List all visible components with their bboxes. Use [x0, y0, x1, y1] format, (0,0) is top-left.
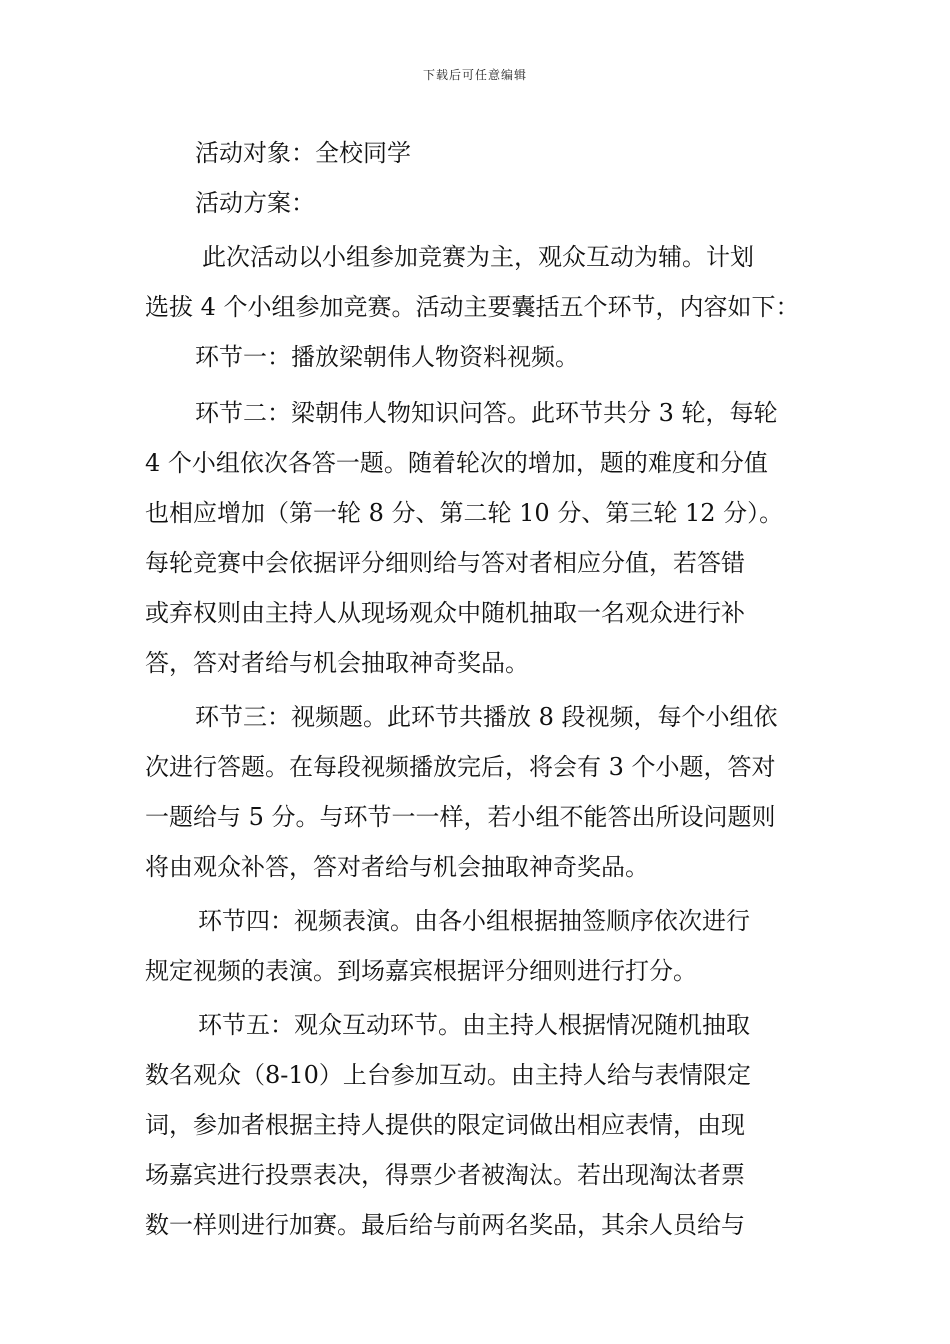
paragraph-line: 答，答对者给与机会抽取神奇奖品。: [145, 649, 529, 677]
paragraph-stage-five: 环节五：观众互动环节。由主持人根据情况随机抽取: [198, 1011, 750, 1039]
paragraph-stage-three: 环节三：视频题。此环节共播放 8 段视频，每个小组依: [195, 703, 778, 731]
paragraph-line: 此次活动以小组参加竞赛为主，观众互动为辅。计划: [202, 243, 754, 271]
paragraph-stage-two: 环节二：梁朝伟人物知识问答。此环节共分 3 轮，每轮: [195, 399, 778, 427]
paragraph-line: 或弃权则由主持人从现场观众中随机抽取一名观众进行补: [145, 599, 745, 627]
paragraph-line: 次进行答题。在每段视频播放完后，将会有 3 个小题，答对: [145, 753, 776, 781]
paragraph-line: 数名观众（8-10）上台参加互动。由主持人给与表情限定: [145, 1061, 751, 1089]
paragraph-line: 场嘉宾进行投票表决，得票少者被淘汰。若出现淘汰者票: [145, 1161, 745, 1189]
paragraph-line: 每轮竞赛中会依据评分细则给与答对者相应分值，若答错: [145, 549, 745, 577]
paragraph-stage-one: 环节一：播放梁朝伟人物资料视频。: [195, 343, 579, 371]
paragraph-audience: 活动对象：全校同学: [195, 139, 411, 167]
paragraph-line: 规定视频的表演。到场嘉宾根据评分细则进行打分。: [145, 957, 697, 985]
paragraph-line: 也相应增加（第一轮 8 分、第二轮 10 分、第三轮 12 分）。: [145, 499, 784, 527]
paragraph-line: 将由观众补答，答对者给与机会抽取神奇奖品。: [145, 853, 649, 881]
paragraph-line: 4 个小组依次各答一题。随着轮次的增加，题的难度和分值: [145, 449, 768, 477]
paragraph-plan-heading: 活动方案：: [195, 189, 315, 217]
paragraph-line: 选拔 4 个小组参加竞赛。活动主要囊括五个环节，内容如下：: [145, 293, 800, 321]
page-header-note: 下载后可任意编辑: [422, 68, 527, 82]
document-body: [145, 128, 815, 1250]
paragraph-line: 数一样则进行加赛。最后给与前两名奖品，其余人员给与: [145, 1211, 745, 1239]
paragraph-line: 词，参加者根据主持人提供的限定词做出相应表情，由现: [145, 1111, 745, 1139]
paragraph-line: 一题给与 5 分。与环节一一样，若小组不能答出所设问题则: [145, 803, 776, 831]
paragraph-stage-four: 环节四：视频表演。由各小组根据抽签顺序依次进行: [198, 907, 750, 935]
